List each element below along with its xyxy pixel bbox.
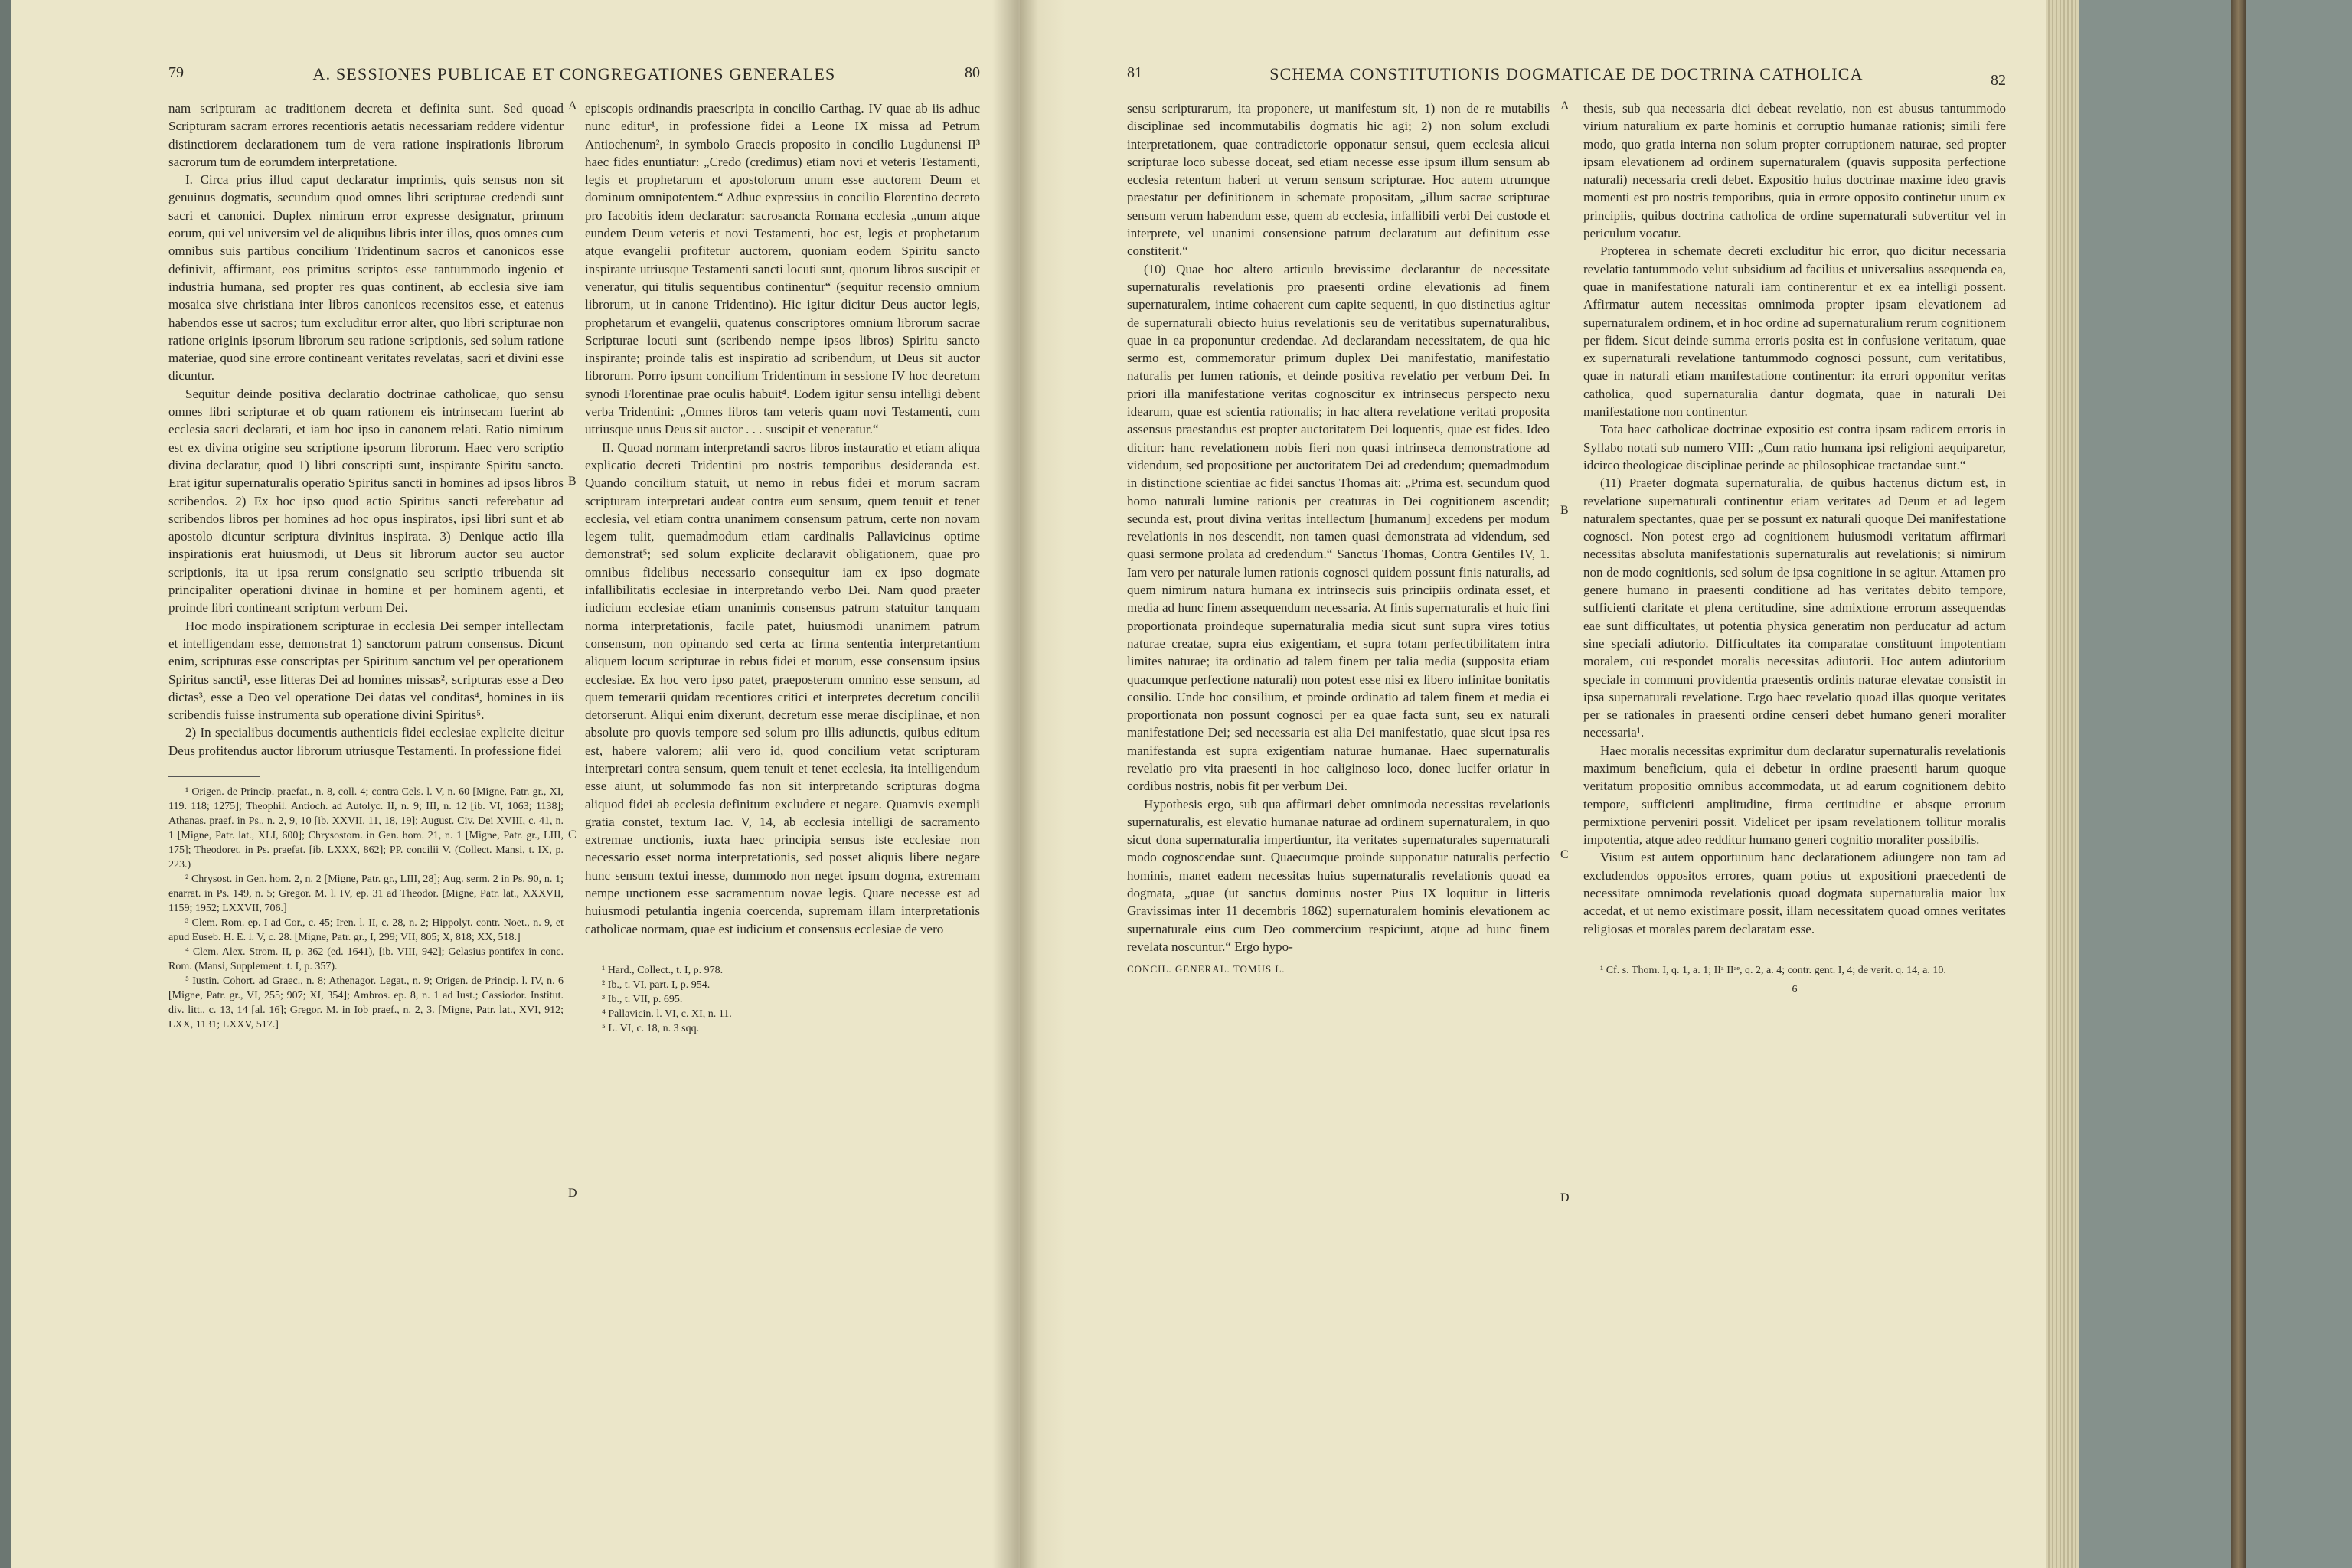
footnote: ⁴ Clem. Alex. Strom. II, p. 362 (ed. 1641), [ib. VIII, 942]; Gelasius pontifex in conc. Rom. (Mansi, Supplement. t. I, p. 357). — [168, 946, 564, 972]
paragraph: nam scripturam ac traditionem decreta et definita sunt. Sed quoad Scripturam sacram errores recentioris aetatis necessariam reddere videntur distinctiorem declarationem tum de vera ratione inspirationis librorum sacrorum tum de eorumdem interpretatione. — [168, 101, 564, 169]
page-edges — [2046, 0, 2079, 1568]
paragraph: Visum est autem opportunum hanc declarationem adiungere non tam ad excludendos oppositos errores, quam potius ut expositioni praecedenti de necessitate omnimoda revelationis quoad dogmata supernaturalia maior lux accedat, et ut nemo existimare possit, illam necessitatem quoad omnes veritates religiosas et morales parem declaratam esse. — [1583, 850, 2006, 936]
footnote: ³ Ib., t. VII, p. 695. — [602, 993, 683, 1005]
margin-letter: B — [1560, 504, 1569, 517]
footnote-rule — [1583, 955, 1675, 956]
margin-letter: B — [568, 475, 577, 488]
margin-letter: C — [1560, 848, 1569, 861]
paragraph: thesis, sub qua necessaria dici debeat revelatio, non est abusus tantummodo virium naturalium ex parte hominis et corruptio humanae rationis; simili fere modo, quo gratia interna non solum propter corruptionem naturae, sed propter ipsam elevationem ad ordinem supernaturalem (quavis supposita perfectione naturali) necessaria credi debet. Expositio huius doctrinae maxime ideo gravis momenti est pro nostris temporibus, quia in errore opposito continetur unum ex principiis, quibus doctrina catholica de ordine supernaturali subvertitur vel in periculum vocatur. — [1583, 101, 2006, 241]
paragraph: Hypothesis ergo, sub qua affirmari debet omnimoda necessitas revelationis supernaturalis, est elevatio humanae naturae ad ordinem supernaturalem, in quo sicut dona supernaturalia impertiuntur, ita veritates supernaturales supernaturali modo cognoscendae sunt. Quaecumque proinde supponatur naturalis perfectio hominis, manet eadem necessitas huius supernaturalis revelationis quoad ea dogmata, „quae (ut sanctus dominus noster Pius IX loquitur in litteris Gravissimas inter 11 decembris 1862) supernaturalem hominis elevationem ac supernaturale eius cum Deo commercium respiciunt, atque ad hunc finem revelata noscuntur.“ Ergo hypo- — [1127, 796, 1550, 954]
footnote: ¹ Hard., Collect., t. I, p. 978. — [602, 964, 724, 976]
margin-letter: D — [568, 1187, 577, 1200]
footnote: ² Chrysost. in Gen. hom. 2, n. 2 [Migne, Patr. gr., LIII, 28]; Aug. serm. 2 in Ps. 90, n. 1; enarrat. in Ps. 149, n. 5; Gregor. M. l. IV, ep. 31 ad Theodor. [Migne, Patr. lat., XXXVII, 1159; 1952; LXXVII, 706.] — [168, 873, 564, 914]
margin-letter: D — [1560, 1191, 1570, 1204]
margin-letters — [567, 100, 582, 1554]
book-cover-board — [2079, 0, 2352, 1568]
footnote-rule — [585, 955, 677, 956]
book-gutter — [992, 0, 1038, 1568]
column-number: 80 — [965, 64, 980, 81]
footnote: ¹ Cf. s. Thom. I, q. 1, a. 1; IIᵃ IIᵃᵉ, q. 2, a. 4; contr. gent. I, 4; de verit. q. 14, a. 10. — [1600, 964, 1946, 976]
running-title: A. SESSIONES PUBLICAE ET CONGREGATIONES GENERALES — [312, 64, 836, 83]
right-page — [1020, 0, 2046, 1568]
scan-edge — [0, 0, 11, 1568]
paragraph: 2) In specialibus documentis authenticis fidei ecclesiae explicite dicitur Deus profitendus auctor librorum utriusque Testamenti. In professione fidei — [168, 725, 564, 758]
text-column-79 — [168, 100, 564, 1036]
paragraph: (11) Praeter dogmata supernaturalia, de quibus hactenus dictum est, in revelatione supernaturali continentur etiam veritates ad Deum et ad legem naturalem spectantes, quae per se possunt ex naturali quoque Dei manifestatione cognosci. Non potest ergo ad cognitionem huiusmodi veritatum affirmari necessitas absoluta manifestationis supernaturalis aut revelationis; si nimirum non de modo cognitionis, sed solum de ipsa cognitione in se agitur. Attamen pro genere humano in praesenti conditione ad has veritates debito tempore, sufficienti claritate et plena certitudine, sine admixtione errorum assequendas eae sunt difficultates, ut potentia physica generatim non perducatur ad actum sine speciali adiutorio. Difficultates ita comparatae constituunt impotentiam moralem, cui respondet moralis necessitas adiutorii. Hoc autem adiutorium speciale in communi providentia praesentis ordinis naturae elevatae consistit in ipsa supernaturali revelatione. Ergo haec revelatio quoad illas quoque veritates per se rationales in praesenti ordine censeri debet humano generi moraliter necessaria¹. — [1583, 475, 2006, 740]
signature-number: 6 — [1792, 983, 1798, 995]
footnote: ⁵ Iustin. Cohort. ad Graec., n. 8; Athenagor. Legat., n. 9; Origen. de Princip. l. IV, n. 6 [Migne, Patr. gr., VI, 255; 907; XI, 354]; Ambros. ep. 8, n. 1 ad Iust.; Cassiodor. Institut. div. litt., c. 13, 14 [al. 16]; Gregor. M. in Iob praef., n. 2, 3. [Migne, Patr. lat., XVI, 912; LXX, 1131; LXXV, 517.] — [168, 975, 564, 1031]
paragraph: Haec moralis necessitas exprimitur dum declaratur supernaturalis revelationis maximum beneficium, quia ei debetur in ordine praesenti harum quoque veritatum propositio omnibus accommodata, ut ad earum cognitionem debito tempore, sufficienti amplitudine, firma certitudine et absque errorum permixtione perveniri possit. Videlicet per ipsam revelationem tollitur moralis impotentia, atque adeo redditur humano generi cognitio moraliter possibilis. — [1583, 743, 2006, 848]
footnote: ¹ Origen. de Princip. praefat., n. 8, coll. 4; contra Cels. l. V, n. 60 [Migne, Patr. gr., XI, 119. 118; 1275]; Theophil. Antioch. ad Autolyc. II, n. 9; III, n. 12 [ib. VI, 1063; 1138]; Athanas. praef. in Ps., n. 2, 9, 10 [ib. XXVII, 11, 18, 19]; August. Civ. Dei XVIII, c. 41, n. 1 [Migne, Patr. lat., XLI, 600]; Chrysostom. in Gen. hom. 21, n. 1 [Migne, Patr. gr., LIII, 175]; Theodoret. in Ps. praefat. [ib. LXXX, 862]; PP. concilii V. (Collect. Mansi, t. IX, p. 223.) — [168, 786, 564, 871]
paragraph: I. Circa prius illud caput declaratur imprimis, quis sensus non sit genuinus dogmatis, secundum quod omnes libri scripturae credendi sunt sacri et canonici. Duplex nimirum error expresse designatur, primum eorum, qui vel universim vel de aliquibus libris inter illos, quos omnes cum omnibus suis partibus concilium Tridentinum sacros et canonicos esse definivit, affirmant, eos primitus scriptos esse tantummodo ingenio et industria humana, sed propter res quas continent, ab ecclesia sive iam mosaica sive christiana inter libros canonicos recensitos esse, et eatenus habendos esse ut sacros; tum excluditur error alter, quo libri scripturae non ratione originis ipsorum librorum seu ratione scriptionis, sed solum ratione materiae, quod sine errore contineant veritates revelatas, sacri et divini esse dicuntur. — [168, 172, 564, 384]
margin-letters — [1559, 100, 1574, 1554]
running-title: SCHEMA CONSTITUTIONIS DOGMATICAE DE DOCTRINA CATHOLICA — [1269, 64, 1864, 83]
running-head-right — [1127, 64, 2006, 90]
paragraph: sensu scripturarum, ita proponere, ut manifestum sit, 1) non de re mutabilis disciplinae sed incommutabilis dogmatis hic agi; 2) non solum excludi interpretationem, quae contradictorie opponatur sensui, quem ecclesia alicui scripturae loco subesse doceat, sed etiam necesse esse ipsum illum sensum ab ecclesia retentum haberi ut verum sensum scripturae. Hoc autem utrumque praestatur per definitionem in schemate propositam, „illum sacrae scripturae sensum verum habendum esse, quem ab ecclesia, infallibili verbi Dei custode et interprete, vel unanimi consensione patrum declaratum aut definitum esse constiterit.“ — [1127, 101, 1550, 259]
text-column-82 — [1583, 100, 2006, 998]
running-head-left — [168, 64, 980, 90]
book-spine-strip — [2231, 0, 2246, 1568]
footnote: ⁴ Pallavicin. l. VI, c. XI, n. 11. — [602, 1008, 732, 1020]
footnote: ³ Clem. Rom. ep. I ad Cor., c. 45; Iren. l. II, c. 28, n. 2; Hippolyt. contr. Noet., n. 9, et apud Euseb. H. E. l. V, c. 28. [Migne, Patr. gr., I, 299; VII, 805; X, 818; XX, 518.] — [168, 916, 564, 943]
paragraph: Tota haec catholicae doctrinae expositio est contra ipsam radicem erroris in Syllabo notati sub numero VIII: „Cum ratio humana ipsi religioni aequiparetur, idcirco theologicae disciplinae perinde ac philosophicae tractandae sunt.“ — [1583, 422, 2006, 472]
margin-letter: A — [1560, 100, 1570, 113]
column-number: 79 — [168, 64, 184, 81]
paragraph: episcopis ordinandis praescripta in concilio Carthag. IV quae ab iis adhuc nunc editur¹, in professione fidei a Leone IX missa ad Petrum Antiochenum², in symbolo Graecis proposito in concilio Lugdunensi II³ haec fides enuntiatur: „Credo (credimus) etiam novi et veteris Testamenti, legis et prophetarum et apostolorum unum esse auctorem Deum et dominum omnipotentem.“ Adhuc expressius in concilio Florentino decreto pro Iacobitis idem declaratur: sacrosancta Romana ecclesia „unum atque eundem Deum veteris et novi Testamenti, hoc est, legis et prophetarum atque evangelii profitetur auctorem, quoniam eodem Spiritu sancto inspirante utriusque Testamenti sancti locuti sunt, quorum libros suscipit et veneratur, qui titulis sequentibus continentur“ (sequitur recensio omnium librorum, ut in canone Tridentino). Hic igitur dicitur Deus auctor legis, prophetarum et evangelii, quatenus conscriptores omnium librorum sacrae Scripturae locuti sunt (scribendo nempe ipsos libros) Spiritu sancto inspirante; proinde talis est inspiratio ad scribendum, ut Deus sit auctor librorum. Porro ipsum concilium Tridentinum in sessione IV hoc decretum synodi Florentinae prae oculis habuit⁴. Eodem igitur sensu intelligi debent verba Tridentini: „Omnes libros tam veteris quam novi Testamenti, cum utriusque unus Deus sit auctor . . . suscipit et veneratur.“ — [585, 101, 980, 437]
footnote: ⁵ L. VI, c. 18, n. 3 sqq. — [602, 1022, 700, 1034]
column-number: 82 — [1991, 72, 2006, 89]
footnote-rule — [168, 776, 260, 777]
footnote: ² Ib., t. VI, part. I, p. 954. — [602, 978, 710, 991]
text-columns — [168, 100, 980, 1200]
margin-letter: C — [568, 828, 577, 841]
signature-line: CONCIL. GENERAL. TOMUS L. — [1127, 963, 1285, 975]
margin-letter: A — [568, 100, 577, 113]
text-column-81 — [1127, 100, 1550, 998]
paragraph: (10) Quae hoc altero articulo brevissime declarantur de necessitate supernaturalis revelationis pro praesenti ordine elevationis ad finem supernaturalem, intime cohaerent cum capite sequenti, in quo distinctius agitur de supernaturali obiecto huius revelationis seu de veritatibus supernaturalibus, quae in ea proponuntur credendae. Ad declarandam necessitatem, de qua hic sermo est, commemoratur primum duplex Dei manifestatio, manifestatio naturalis per lumen rationis, et deinde positiva revelatio per verbum Dei. In priori illa manifestatione veritas cognoscitur ex intrinsecus perspecto nexu idearum, quae est scientia rationalis; in hac altera revelatione veritati proposita assensus praestandus est propter auctoritatem Dei loquentis, quae est fides. Ideo dicitur: hanc revelationem nobis fieri non quasi intrinseca demonstratione ad videndum, sed propositione per auctoritatem Dei ad credendum; quemadmodum in distinctione scientiae ac fidei sanctus Thomas ait: „Prima est, secundum quod homo naturali lumine rationis per creaturas in Dei cognitionem ascendit; secunda est, prout divina veritas intellectum [humanum] excedens per modum revelationis in nos descendit, non tamen quasi demonstrata ad videndum, sed quasi sermone prolata ad credendum.“ Sanctus Thomas, Contra Gentiles IV, 1. Iam vero per naturale lumen rationis cognosci quidem possunt finis naturalis, ad quem nimirum natura humana ex intrinsecis suis principiis ordinata esset, et media ad hunc finem assequendum necessaria. At finis supernaturalis et huic fini proportionata proindeque supernaturalia media sicut sunt supra vires totius naturae creatae, supra eius exigentiam, et supra totam perfectibilitatem intra limites naturae; ita ordinatio ad talem finem per talia media (supposita etiam quacumque perfectione naturali) non potest esse nisi ex libero infinitae bonitatis consilio. Unde hoc consilium, et proinde ordinatio ad talem finem et media ei proportionata non possunt cognosci per ea quae facta sunt, seu ex naturali manifestatione Dei; sed necessaria est alia Dei manifestatio, quae sicut ipsa res manifestanda est supra exigentiam naturae humanae. Haec supernaturalis revelatio pro vita praesenti in hoc caliginoso loco, donec lucifer oriatur in cordibus nostris, nobis fit per verbum Dei. — [1127, 261, 1550, 794]
paragraph: Sequitur deinde positiva declaratio doctrinae catholicae, quo sensu omnes libri scripturae et ob quam rationem eis intrinsecam fuerint ab ecclesia sacri declarati, et iam hoc ipso in canonem relati. Ratio nimirum est ex divina origine seu scriptione ipsorum librorum. Haec vero scriptio divina declaratur, quod 1) libri conscripti sunt, inspirante Spiritu sancto. Erat igitur supernaturalis operatio Spiritus sancti in homines ad ipsos libros scribendos. 2) Ex hoc ipso quod actio Spiritus sancti referebatur ad scribendos libros per homines ad hoc opus inspiratos, ipsi libri sunt et ab apostolo dicuntur scriptura divinitus inspirata. 3) Denique actio illa inspirationis erat huiusmodi, ut Deus sit librorum auctor seu auctor scriptionis, ita ut ipsa rerum consignatio seu scriptio tribuenda sit principaliter operationi divinae in homine et per hominem agenti, et proinde libri contineant scriptum verbum Dei. — [168, 386, 564, 616]
paragraph: Propterea in schemate decreti excluditur hic error, quo dicitur necessaria revelatio tantummodo velut subsidium ad facilius et universalius assequenda ea, quae in manifestatione naturali iam continerentur et ex ea intelligi possent. Affirmatur autem necessitas omnimoda propter ipsam elevationem ad supernaturalem ordinem, et in hoc ordine ad supernaturalium rerum cognitionem per fidem. Sicut deinde summa erroris posita est in confusione veritatum, quae ex supernaturali revelatione tantummodo cognosci possunt, cum veritatibus, quae in naturali etiam manifestatione continentur: ita errori opponitur veritas catholica, quod supernaturalia dantur dogmata, quae in naturali Dei manifestatione non continentur. — [1583, 243, 2006, 420]
left-page — [11, 0, 1020, 1568]
paragraph: Hoc modo inspirationem scripturae in ecclesia Dei semper intellectam et intelligendam esse, demonstrat 1) sanctorum patrum consensus. Dicunt enim, scripturas esse conscriptas per Spiritum sanctum vel per operationem Spiritus sancti¹, esse litteras Dei ad homines missas², scripturas esse a Deo dictas³, esse a Deo vel operatione Dei datas vel conditas⁴, homines in iis scribendis fuisse instrumenta sub operatione divini Spiritus⁵. — [168, 618, 564, 723]
column-number: 81 — [1127, 64, 1142, 81]
text-columns — [1127, 100, 2006, 1204]
paragraph: II. Quoad normam interpretandi sacros libros instauratio et etiam aliqua explicatio decreti Tridentini pro nostris temporibus desideranda est. Quando concilium statuit, ut nemo in rebus fidei et morum sacram scripturam interpretari audeat contra eum sensum, quem tenuit et tenet ecclesia, vel etiam contra unanimem consensum patrum, certe non novam legem tulit, quemadmodum etiam cardinalis Pallavicinus optime demonstrat⁵; sed solum explicite declaravit obligationem, quae pro omnibus fidelibus necessario consequitur iam ex ipso dogmate infallibilitatis ecclesiae in interpretando verbo Dei. Nam quod praeter iudicium ecclesiae etiam unanimis consensus patrum statuitur tanquam norma interpretationis, facile patet, huiusmodi unanimem patrum consensum, non opinando sed certa ac firma sententia interpretantium aliquem locum scripturae in rebus fidei et morum, esse consensum ipsius ecclesiae. Ex hoc vero ipso patet, praeposterum omnino esse sensum, ad quem temerarii quidam recentiores critici et interpretes decretum concilii detorserunt. Aliqui enim dixerunt, decretum esse merae disciplinae, et non absolute pro quovis tempore sed solum pro illis adiunctis, quibus editum est, habere valorem; alii vero id, quod concilium vetat scripturam interpretari contra sensum, quem tenuit et tenet ecclesia, ita intelligendum esse aiunt, ut solummodo fas non sit interpretando scripturas dogma aliquod fidei ab ecclesia definitum excludere et negare. Quamvis exempli gratia constet, textum Iac. V, 14, ab ecclesia intelligi de sacramento extremae unctionis, iuxta haec principia sensus iste ecclesiae non necessario esset norma interpretationis, sed posset aliquis libere negare hunc sensum textui inesse, dummodo non neget ipsum dogma, extremam nempe unctionem esse sacramentum novae legis. Quare necesse est ad huiusmodi petulantia ingenia coercenda, supremam illam interpretationis catholicae normam, quae est iudicium et consensus ecclesiae de vero — [585, 439, 980, 936]
text-column-80 — [585, 100, 980, 1036]
